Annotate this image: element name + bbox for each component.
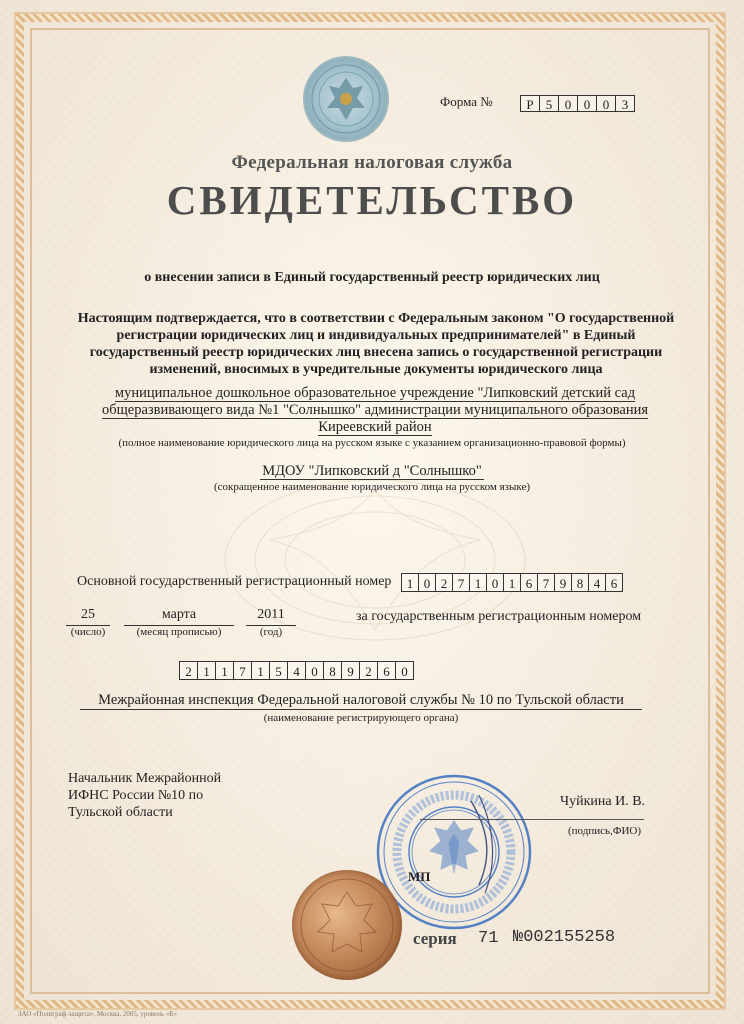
date-year-caption: (год) <box>259 626 283 638</box>
entity-full-name-line: муниципальное дошкольное образовательное учреждение "Липковский детский сад <box>114 385 636 401</box>
ogrn-digit: 1 <box>401 573 419 592</box>
signatory-name: Чуйкина И. В. <box>560 794 646 809</box>
ogrn-digit: 7 <box>537 573 555 592</box>
registration-digit: 1 <box>251 661 270 680</box>
ogrn-digit: 6 <box>520 573 538 592</box>
series-value: 71 <box>478 929 499 948</box>
date-month-caption: (месяц прописью) <box>136 626 222 638</box>
entity-short-name-value: МДОУ "Липковский д "Солнышко" <box>262 463 482 479</box>
signatory-position-line: ИФНС России №10 по <box>68 788 204 803</box>
date-year-value: 2011 <box>246 607 296 626</box>
ogrn-digit: 8 <box>571 573 589 592</box>
entity-full-name-line: Киреевский район <box>318 419 432 435</box>
ogrn-digit: 7 <box>452 573 470 592</box>
registration-digit: 2 <box>179 661 198 680</box>
registration-label: за государственным регистрационным номером <box>356 609 642 624</box>
registration-digit: 0 <box>305 661 324 680</box>
series-label: серия <box>413 929 457 948</box>
ogrn-digit: 0 <box>418 573 436 592</box>
date-year <box>246 607 296 638</box>
form-code-cell: 0 <box>558 95 578 112</box>
document-title: СВИДЕТЕЛЬСТВО <box>166 177 578 223</box>
entity-full-name <box>80 385 670 436</box>
registration-digit: 1 <box>215 661 234 680</box>
form-code <box>521 95 635 112</box>
authority-caption: (наименование регистрирующего органа) <box>263 712 459 724</box>
date-day-caption: (число) <box>70 626 106 638</box>
date-month <box>124 607 234 638</box>
registration-digit: 5 <box>269 661 288 680</box>
entity-short-name <box>0 463 744 480</box>
signatory-position-line: Тульской области <box>68 805 173 820</box>
signature-line <box>420 819 644 820</box>
form-code-cell: 0 <box>596 95 616 112</box>
full-name-caption: (полное наименование юридического лица на русском языке с указанием организационно-правовой формы) <box>118 437 626 449</box>
ogrn-digit: 1 <box>469 573 487 592</box>
ogrn-digit: 0 <box>486 573 504 592</box>
registration-digit: 9 <box>341 661 360 680</box>
registration-digit: 7 <box>233 661 252 680</box>
document-subtitle: о внесении записи в Единый государственный реестр юридических лиц <box>144 270 600 285</box>
stamp-label: МП <box>408 869 431 884</box>
confirmation-text: Настоящим подтверждается, что в соответствии с Федеральным законом "О государственной регистрации юридических лиц и индивидуальных предпринимателей" в Единый государственный реестр юридических лиц внесена запись о государственной регистрации изменений, вносимых в учредительные документы юридического лица <box>77 311 675 377</box>
entity-full-name-line: общеразвивающего вида №1 "Солнышко" администрации муниципального образования <box>101 402 649 418</box>
printer-note: ЗАО «Полиграф-защита», Москва, 2005, уровень «Б» <box>18 1010 177 1018</box>
ogrn-digit: 4 <box>588 573 606 592</box>
fns-emblem-icon <box>303 56 389 142</box>
hologram-seal-icon <box>292 870 402 980</box>
registration-digit: 0 <box>395 661 414 680</box>
registering-authority: Межрайонная инспекция Федеральной налоговой службы № 10 по Тульской области <box>80 692 642 710</box>
form-code-cell: 3 <box>615 95 635 112</box>
registration-number <box>180 661 414 680</box>
certificate-number: №002155258 <box>513 928 616 947</box>
registration-digit: 6 <box>377 661 396 680</box>
signatory-position-line: Начальник Межрайонной <box>68 771 222 786</box>
ogrn-number <box>402 573 623 592</box>
ogrn-digit: 2 <box>435 573 453 592</box>
date-day <box>66 607 110 638</box>
form-label: Форма № <box>440 94 493 109</box>
registration-digit: 1 <box>197 661 216 680</box>
form-code-cell: 5 <box>539 95 559 112</box>
ogrn-digit: 1 <box>503 573 521 592</box>
signatory-position <box>68 770 221 821</box>
registration-digit: 8 <box>323 661 342 680</box>
ogrn-digit: 6 <box>605 573 623 592</box>
registration-digit: 4 <box>287 661 306 680</box>
registration-digit: 2 <box>359 661 378 680</box>
short-name-caption: (сокращенное наименование юридического лица на русском языке) <box>213 481 531 493</box>
ogrn-label: Основной государственный регистрационный номер <box>77 574 392 589</box>
date-month-value: марта <box>124 607 234 626</box>
date-day-value: 25 <box>66 607 110 626</box>
service-name: Федеральная налоговая служба <box>231 152 513 173</box>
signature-caption: (подпись,ФИО) <box>568 825 641 837</box>
form-code-cell: 0 <box>577 95 597 112</box>
form-code-cell: Р <box>520 95 540 112</box>
ogrn-digit: 9 <box>554 573 572 592</box>
